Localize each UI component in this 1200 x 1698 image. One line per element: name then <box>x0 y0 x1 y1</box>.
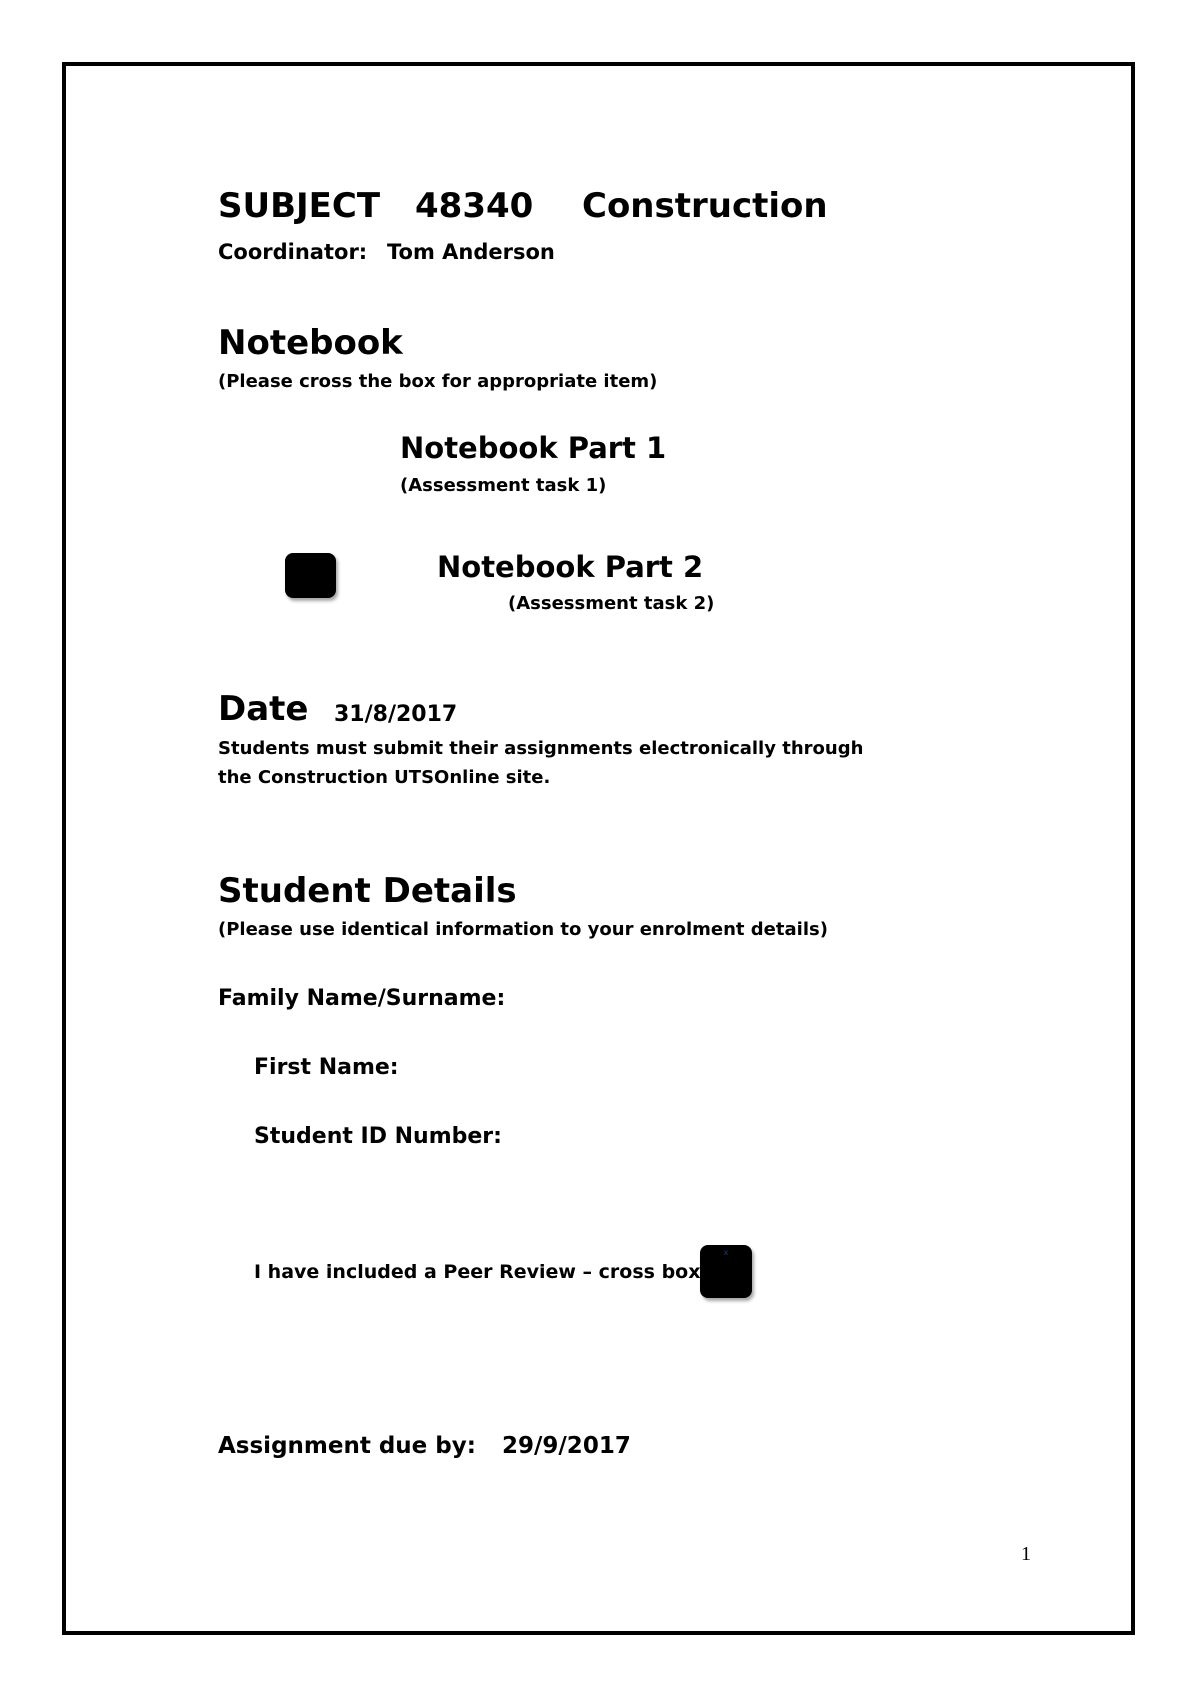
notebook-heading: Notebook <box>218 323 403 363</box>
coordinator-name: Tom Anderson <box>387 240 555 264</box>
date-heading: Date <box>218 689 309 729</box>
submission-note-line-1: Students must submit their assignments electronically through <box>218 738 864 759</box>
notebook-part-1-title: Notebook Part 1 <box>400 431 667 465</box>
subject-code: 48340 <box>415 186 534 226</box>
student-id-label: Student ID Number: <box>254 1124 502 1149</box>
family-name-label: Family Name/Surname: <box>218 986 506 1011</box>
student-details-instruction: (Please use identical information to your enrolment details) <box>218 919 828 940</box>
coordinator-label: Coordinator: <box>218 240 368 264</box>
notebook-part-1-task: (Assessment task 1) <box>400 475 607 496</box>
page-border <box>62 62 1135 1635</box>
student-details-heading: Student Details <box>218 871 517 911</box>
submission-note-line-2: the Construction UTSOnline site. <box>218 767 551 788</box>
peer-review-checkbox[interactable] <box>700 1245 752 1298</box>
due-label: Assignment due by: <box>218 1433 476 1459</box>
subject-name: Construction <box>582 186 828 226</box>
notebook-part-2-task: (Assessment task 2) <box>508 593 715 614</box>
peer-review-label: I have included a Peer Review – cross box <box>254 1261 701 1283</box>
first-name-label: First Name: <box>254 1055 399 1080</box>
peer-review-checkbox-mark: x <box>723 1248 729 1257</box>
due-date-value: 29/9/2017 <box>502 1433 631 1459</box>
date-value: 31/8/2017 <box>334 702 458 727</box>
notebook-instruction: (Please cross the box for appropriate item) <box>218 371 658 392</box>
subject-label: SUBJECT <box>218 186 381 226</box>
page-number: 1 <box>1021 1543 1031 1565</box>
notebook-part-2-checkbox[interactable] <box>285 553 336 598</box>
notebook-part-2-title: Notebook Part 2 <box>437 550 704 584</box>
